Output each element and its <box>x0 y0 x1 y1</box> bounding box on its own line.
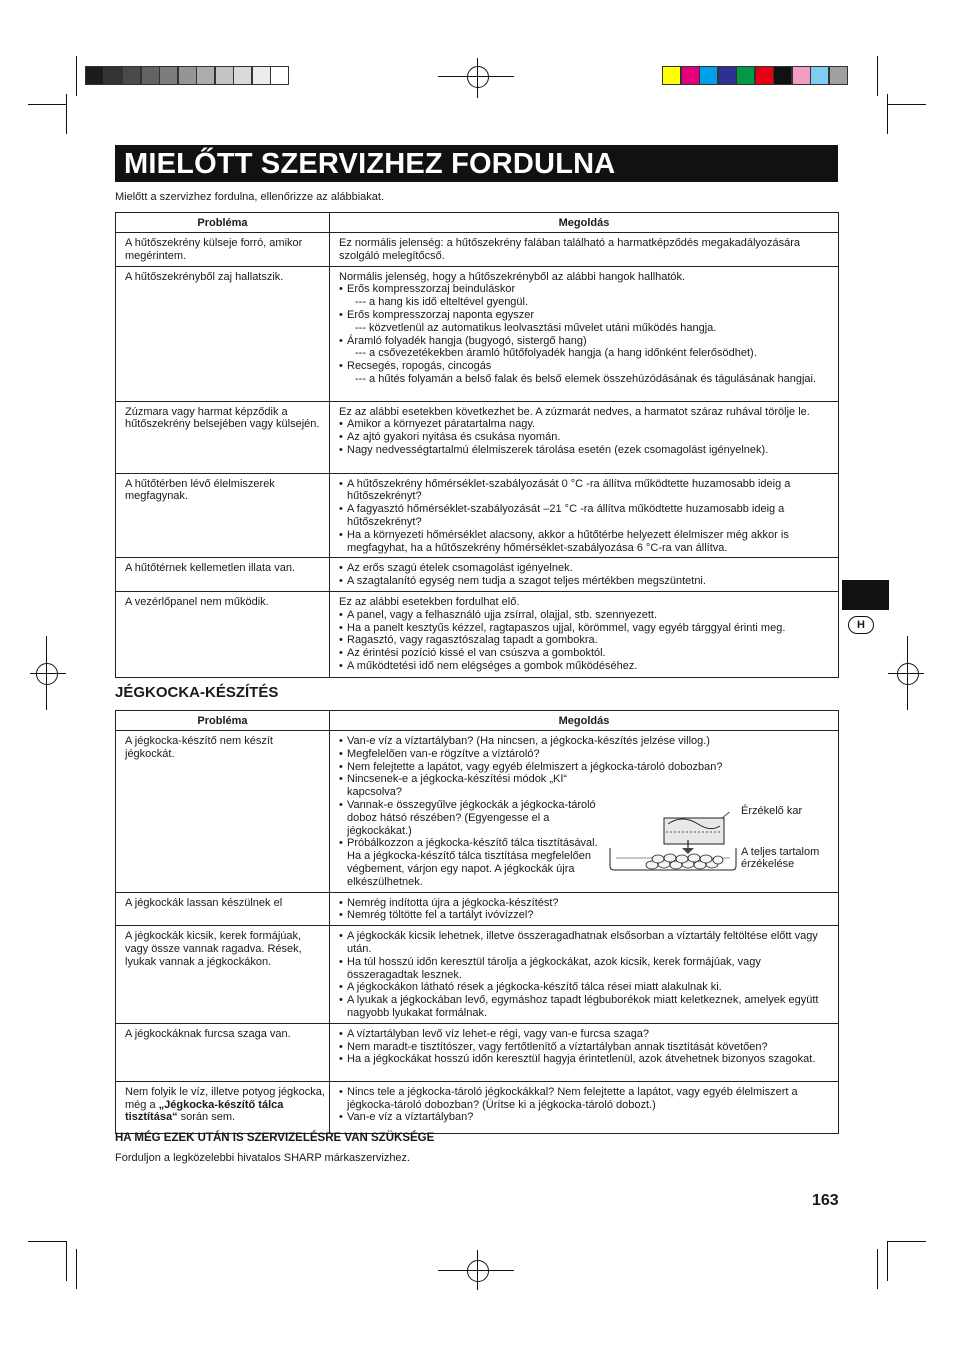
table-row <box>116 1023 839 1081</box>
solution-item-text: Erős kompresszorzaj beinduláskor <box>347 283 516 296</box>
problem-cell: Zúzmara vagy harmat képződik a hűtőszekrény belsejében vagy külsején. <box>116 401 330 473</box>
problem-cell: A jégkockáknak furcsa szaga van. <box>116 1023 330 1081</box>
solution-item <box>339 575 835 588</box>
problem-emphasis: „Jégkocka-készítő tálca tisztítása“ <box>125 1098 284 1124</box>
gray-swatch <box>178 66 197 85</box>
solution-cell <box>330 473 839 558</box>
ice-maker-illustration <box>606 812 740 874</box>
color-swatch <box>829 66 848 85</box>
solution-item: • Nincsenek-e a jégkocka-készítési módok „KI“ kapcsolva? <box>339 773 603 799</box>
solution-item <box>339 283 835 309</box>
solution-intro: Normális jelenség, hogy a hűtőszekrényből az alábbi hangok hallhatók. <box>339 270 686 283</box>
solution-intro: Ez normális jelenség: a hűtőszekrény falában található a harmatképződés megakadályozására szolgáló melegítőcső. <box>339 237 801 262</box>
solution-item-text: Amikor a környezet páratartalma nagy. <box>347 418 536 431</box>
problem-cell: A jégkocka-készítő nem készít jégkockát. <box>116 731 330 893</box>
gray-swatch <box>85 66 104 85</box>
table-row <box>116 892 839 926</box>
problem-cell: A hűtőtérnek kellemetlen illata van. <box>116 558 330 592</box>
table-row <box>116 473 839 558</box>
solution-item-text: Az ajtó gyakori nyitása és csukása nyomán. <box>347 431 561 444</box>
table-row <box>116 1081 839 1133</box>
solution-list <box>339 478 835 555</box>
solution-item: • Nemrég töltötte fel a tartályt ivóvízzel? <box>339 909 835 922</box>
gray-swatch <box>215 66 234 85</box>
solution-cell <box>330 591 839 677</box>
gray-swatch <box>233 66 252 85</box>
solution-item <box>339 418 835 431</box>
solution-list <box>339 1028 835 1066</box>
solution-item: • Nemrég indította újra a jégkocka-készítést? <box>339 897 835 910</box>
gray-swatch <box>252 66 271 85</box>
solution-item <box>339 360 835 386</box>
solution-list <box>339 930 835 1020</box>
solution-cell <box>330 926 839 1024</box>
solution-item <box>339 647 835 660</box>
solution-item-text: Erős kompresszorzaj naponta egyszer <box>347 308 535 321</box>
solution-item <box>339 444 835 457</box>
color-swatch <box>792 66 811 85</box>
solution-item-text: Áramló folyadék hangja (bugyogó, sistergő hang) <box>347 334 587 347</box>
intro-text: Mielőtt a szervizhez fordulna, ellenőrizze az alábbiakat. <box>115 191 385 203</box>
problem-cell: A hűtőszekrény külseje forró, amikor megérintem. <box>116 233 330 267</box>
solution-item <box>339 609 835 622</box>
service-text: Forduljon a legközelebbi hivatalos SHARP márkaszervizhez. <box>115 1152 411 1164</box>
solution-item-text: A hűtőszekrény hőmérséklet-szabályozását 0 °C -ra állítva működtette huzamosabb ideig a hűtőszekrényt? <box>347 477 791 503</box>
language-side-tab <box>842 580 889 610</box>
solution-item <box>339 660 835 673</box>
solution-item: • Próbálkozzon a jégkocka-készítő tálca tisztításával. Ha a jégkocka-készítő tálca tisztítása megfelelően végbement, várjon egy napot. A jégkockák újra elkészülhetnek. <box>339 837 603 888</box>
service-heading: HA MÉG EZEK UTÁN IS SZERVIZELÉSRE VAN SZÜKSÉGE <box>115 1132 435 1144</box>
solution-item: • A lyukak a jégkockában levő, egymáshoz tapadt légbuborékok miatt keletkeznek, amelyek együtt nagyobb lyukakat formálnak. <box>339 994 835 1020</box>
color-swatch <box>755 66 774 85</box>
sensor-arm-label: Érzékelő kar <box>741 805 803 817</box>
solution-item <box>339 622 835 635</box>
ice-making-section-title: JÉGKOCKA-KÉSZÍTÉS <box>115 684 279 701</box>
solution-column-header: Megoldás <box>330 711 839 731</box>
troubleshooting-table <box>115 212 839 678</box>
solution-cell <box>330 1023 839 1081</box>
table-row <box>116 558 839 592</box>
color-swatch <box>662 66 681 85</box>
solution-item: • A jégkockák kicsik lehetnek, illetve összeragadhatnak elsősorban a víztartály feltöltése előtt vagy után. <box>339 930 835 956</box>
solution-item-text: Az erős szagú ételek csomagolást igényelnek. <box>347 562 573 575</box>
solution-item-text: Recsegés, ropogás, cincogás <box>347 360 492 373</box>
solution-item: • Van-e víz a víztartályban? (Ha nincsen, a jégkocka-készítés jelzése villog.) <box>339 735 835 748</box>
solution-item-text: A panel, vagy a felhasználó ujja zsírral, olajjal, stb. szennyezett. <box>347 608 658 621</box>
solution-item <box>339 562 835 575</box>
gray-swatch <box>104 66 123 85</box>
solution-item: • Megfelelően van-e rögzítve a víztároló? <box>339 748 835 761</box>
solution-item <box>339 529 835 555</box>
problem-cell: A vezérlőpanel nem működik. <box>116 591 330 677</box>
problem-cell: A jégkockák lassan készülnek el <box>116 892 330 926</box>
problem-text: során sem. <box>177 1111 236 1124</box>
table-row <box>116 926 839 1024</box>
solution-item-text: A szagtalanító egység nem tudja a szagot teljes mértékben megszüntetni. <box>347 575 706 588</box>
solution-column-header: Megoldás <box>330 213 839 233</box>
solution-item-text: A fagyasztó hőmérséklet-szabályozását –21 °C -ra állítva működtette huzamosabb ideig a hűtőszekrényt? <box>347 503 785 528</box>
solution-item: • A víztartályban levő víz lehet-e régi, vagy van-e furcsa szaga? <box>339 1028 835 1041</box>
color-swatch <box>736 66 755 85</box>
color-swatch <box>699 66 718 85</box>
solution-cell <box>330 892 839 926</box>
color-swatch <box>681 66 700 85</box>
solution-list <box>339 562 835 588</box>
color-swatch <box>810 66 829 85</box>
problem-column-header: Probléma <box>116 711 330 731</box>
problem-column-header: Probléma <box>116 213 330 233</box>
solution-intro: Ez az alábbi esetekben fordulhat elő. <box>339 595 520 608</box>
gray-swatch <box>141 66 160 85</box>
color-swatch <box>718 66 737 85</box>
solution-item-text: Az érintési pozíció kissé el van csúszva a gomboktól. <box>347 647 606 660</box>
table-row <box>116 233 839 267</box>
gray-swatch <box>196 66 215 85</box>
table-row <box>116 401 839 473</box>
table-row <box>116 591 839 677</box>
solution-cell <box>330 1081 839 1133</box>
solution-item: • Nem felejtette a lapátot, vagy egyéb élelmiszert a jégkocka-tároló dobozban? <box>339 761 835 774</box>
problem-text: Nem folyik le víz, illetve potyog jégkocka, még a <box>125 1085 325 1111</box>
problem-cell: A hűtőszekrényből zaj hallatszik. <box>116 266 330 401</box>
gray-swatch <box>159 66 178 85</box>
solution-list <box>339 897 835 923</box>
solution-item: • Ha túl hosszú időn keresztül tárolja a jégkockákat, azok kicsik, kerek formájúak, vagy összeragadtak lesznek. <box>339 956 835 982</box>
page-title: MIELŐTT SZERVIZHEZ FORDULNA <box>124 148 616 180</box>
solution-item-detail: --- közvetlenül az automatikus leolvasztási művelet utáni működés hangja. <box>355 321 717 334</box>
solution-list <box>339 418 835 456</box>
ice-making-table <box>115 710 839 1134</box>
solution-item-detail: --- a hűtés folyamán a belső falak és belső elemek összehúzódásának és tágulásának hangjai. <box>355 372 817 385</box>
language-letter-badge: H <box>848 616 874 634</box>
solution-item: • Van-e víz a víztartályban? <box>339 1111 835 1124</box>
solution-item-text: Ragasztó, vagy ragasztószalag tapadt a gombokra. <box>347 634 598 647</box>
solution-item: • Nem maradt-e tisztítószer, vagy fertőtlenítő a víztartályban annak tisztítását követően? <box>339 1041 835 1054</box>
solution-item <box>339 431 835 444</box>
solution-item: • Vannak-e összegyűlve jégkockák a jégkocka-tároló doboz hátsó részében? (Egyengesse el a jégkockákat.) <box>339 799 603 837</box>
color-swatch <box>773 66 792 85</box>
gray-swatch <box>122 66 141 85</box>
solution-item <box>339 634 835 647</box>
solution-intro: Ez az alábbi esetekben következhet be. A zúzmarát nedves, a harmatot száraz ruhával törölje le. <box>339 405 810 418</box>
solution-item: • Ha a jégkockákat hosszú időn keresztül hagyja érintetlenül, azok átvehetnek bizonyos szagokat. <box>339 1053 835 1066</box>
solution-list <box>339 609 835 673</box>
problem-cell <box>116 1081 330 1133</box>
solution-item-text: Nagy nedvességtartalmú élelmiszerek tárolása esetén (ezek csomagolást igényelnek). <box>347 443 769 456</box>
full-content-detection-label: A teljes tartalom érzékelése <box>741 846 820 870</box>
solution-item <box>339 335 835 361</box>
problem-cell: A hűtőtérben lévő élelmiszerek megfagynak. <box>116 473 330 558</box>
page-title-bar <box>115 145 838 182</box>
solution-item <box>339 478 835 504</box>
solution-list <box>339 283 835 385</box>
gray-swatch <box>270 66 289 85</box>
solution-cell <box>330 233 839 267</box>
solution-cell <box>330 401 839 473</box>
solution-cell <box>330 266 839 401</box>
solution-item-text: A működtetési idő nem elégséges a gombok működéséhez. <box>347 659 638 672</box>
solution-list <box>339 1086 835 1124</box>
table-row <box>116 266 839 401</box>
solution-cell <box>330 558 839 592</box>
solution-item <box>339 503 835 529</box>
page-number: 163 <box>812 1192 839 1209</box>
problem-cell: A jégkockák kicsik, kerek formájúak, vagy össze vannak ragadva. Rések, lyukak vannak a jégkockákon. <box>116 926 330 1024</box>
solution-item-text: Ha a környezeti hőmérséklet alacsony, akkor a hűtőtérbe helyezett élelmiszer még akkor is megfagyhat, ha a hűtőszekrény hőmérséklet-szabályozása 6 °C-ra van állítva. <box>347 528 789 554</box>
solution-item-text: Ha a panelt kesztyűs kézzel, ragtapaszos ujjal, körömmel, vagy egyéb tárggyal érinti meg. <box>347 621 786 634</box>
solution-item-detail: --- a hang kis idő elteltével gyengül. <box>355 296 529 309</box>
solution-item: • A jégkockákon látható rések a jégkocka-készítő tálca rései miatt alakulnak ki. <box>339 981 835 994</box>
solution-item <box>339 309 835 335</box>
solution-item: • Nincs tele a jégkocka-tároló jégkockákkal? Nem felejtette a lapátot, vagy egyéb élelmiszert a jégkocka-tároló dobozban? (Ürítse ki a jégkocka-tároló dobozt.) <box>339 1086 835 1112</box>
solution-item-detail: --- a csővezetékekben áramló hűtőfolyadék hangja (a hang időnként felerősödhet). <box>355 347 757 360</box>
